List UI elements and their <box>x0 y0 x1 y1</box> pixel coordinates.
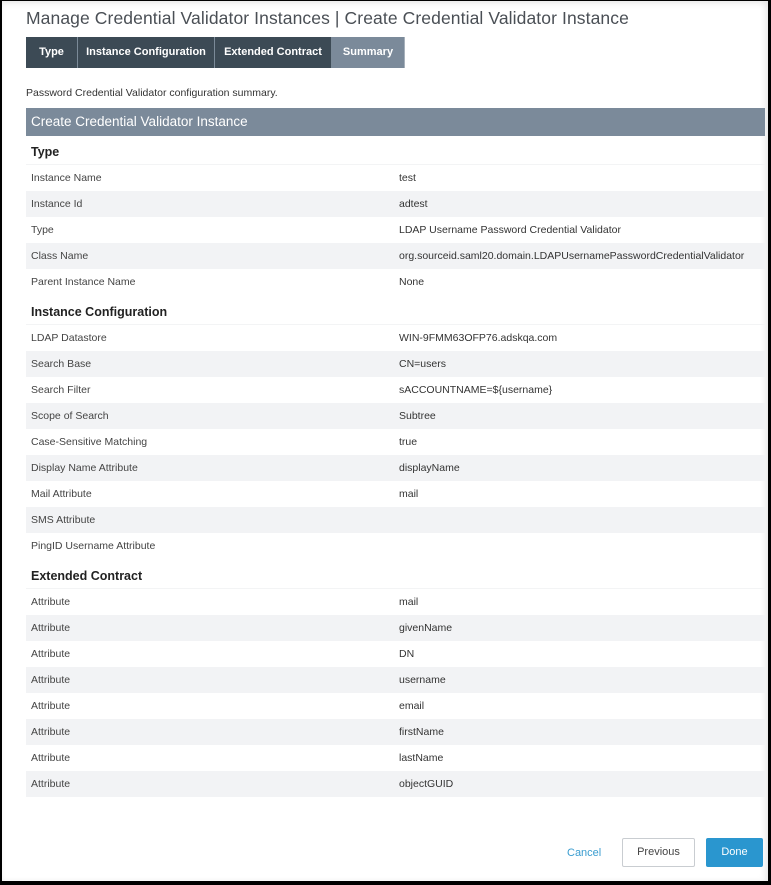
row-value: None <box>399 276 425 288</box>
row-label: PingID Username Attribute <box>31 540 156 552</box>
row-value: Subtree <box>399 410 436 422</box>
table-row <box>26 351 765 377</box>
table-row <box>26 165 765 191</box>
tab-summary[interactable]: Summary <box>332 37 405 68</box>
row-value: givenName <box>399 622 453 634</box>
table-row <box>26 533 765 559</box>
row-value: displayName <box>399 462 460 474</box>
modal-window <box>2 1 768 881</box>
row-value: email <box>399 700 425 712</box>
row-label: Parent Instance Name <box>31 276 136 288</box>
row-value: lastName <box>399 752 444 764</box>
row-value: WIN-9FMM63OFP76.adskqa.com <box>399 332 558 344</box>
row-value: mail <box>399 488 419 500</box>
row-label: Attribute <box>31 726 71 738</box>
row-label: Attribute <box>31 622 71 634</box>
table-row <box>26 719 765 745</box>
page-title: Manage Credential Validator Instances | Create Credential Validator Instance <box>26 8 629 28</box>
table-row <box>26 667 765 693</box>
table-row <box>26 589 765 615</box>
row-label: SMS Attribute <box>31 514 96 526</box>
done-button[interactable]: Done <box>706 838 763 867</box>
table-row <box>26 693 765 719</box>
row-label: Attribute <box>31 648 71 660</box>
row-label: Mail Attribute <box>31 488 92 500</box>
row-label: Display Name Attribute <box>31 462 138 474</box>
tab-instance-configuration[interactable]: Instance Configuration <box>78 37 215 68</box>
table-row <box>26 615 765 641</box>
row-label: Scope of Search <box>31 410 109 422</box>
table-row <box>26 269 765 295</box>
table-row <box>26 403 765 429</box>
section-title-extended-contract: Extended Contract <box>26 564 765 589</box>
table-row <box>26 377 765 403</box>
row-label: Instance Id <box>31 198 83 210</box>
wizard-tabs <box>26 37 405 68</box>
table-row <box>26 217 765 243</box>
row-label: Attribute <box>31 778 71 790</box>
table-row <box>26 481 765 507</box>
section-title-type: Type <box>26 140 765 165</box>
table-row <box>26 429 765 455</box>
tab-extended-contract[interactable]: Extended Contract <box>215 37 332 68</box>
row-value: adtest <box>399 198 428 210</box>
footer-actions <box>2 838 768 868</box>
panel-header: Create Credential Validator Instance <box>26 108 765 136</box>
row-value: sACCOUNTNAME=${username} <box>399 384 553 396</box>
row-value: firstName <box>399 726 444 738</box>
row-label: Case-Sensitive Matching <box>31 436 148 448</box>
summary-table <box>26 140 765 797</box>
row-label: Type <box>31 224 54 236</box>
section-title-instance-configuration: Instance Configuration <box>26 300 765 325</box>
row-value: objectGUID <box>399 778 454 790</box>
row-label: Attribute <box>31 700 71 712</box>
table-row <box>26 455 765 481</box>
table-row <box>26 191 765 217</box>
previous-button[interactable]: Previous <box>622 838 695 867</box>
row-value: username <box>399 674 446 686</box>
row-value: LDAP Username Password Credential Validator <box>399 224 621 236</box>
row-label: Attribute <box>31 752 71 764</box>
row-value: org.sourceid.saml20.domain.LDAPUsernamePasswordCredentialValidator <box>399 250 745 262</box>
row-label: Attribute <box>31 674 71 686</box>
page-description: Password Credential Validator configuration summary. <box>26 87 278 99</box>
row-value: true <box>399 436 418 448</box>
row-label: Instance Name <box>31 172 102 184</box>
table-row <box>26 243 765 269</box>
row-label: LDAP Datastore <box>31 332 107 344</box>
table-row <box>26 641 765 667</box>
row-value: test <box>399 172 416 184</box>
row-value: mail <box>399 596 419 608</box>
table-row <box>26 771 765 797</box>
table-row <box>26 745 765 771</box>
row-value: CN=users <box>399 358 446 370</box>
row-label: Attribute <box>31 596 71 608</box>
row-value: DN <box>399 648 415 660</box>
tab-type[interactable]: Type <box>26 37 78 68</box>
table-row <box>26 507 765 533</box>
cancel-button[interactable]: Cancel <box>561 838 607 867</box>
row-label: Search Filter <box>31 384 91 396</box>
row-label: Search Base <box>31 358 92 370</box>
table-row <box>26 325 765 351</box>
row-label: Class Name <box>31 250 89 262</box>
